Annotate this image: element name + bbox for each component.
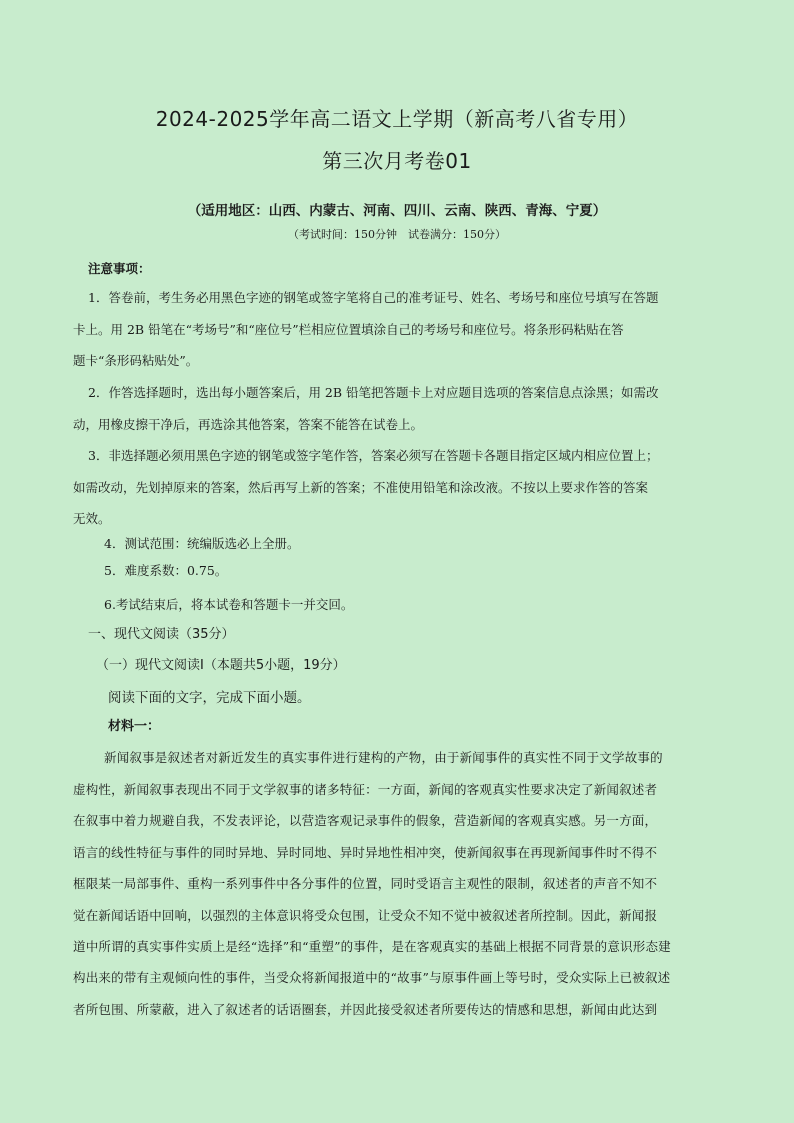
note-line: 题卡“条形码粘贴处”。 <box>73 353 199 368</box>
passage-line: 语言的线性特征与事件的同时异地、异时同地、异时异地性相冲突，使新闻叙事在再现新闻事件时不得不 <box>73 845 658 860</box>
note-line: 如需改动，先划掉原来的答案，然后再写上新的答案；不准使用铅笔和涂改液。不按以上要求作答的答案 <box>73 480 649 495</box>
passage-line: 道中所谓的真实事件实质上是经“选择”和“重塑”的事件，是在客观真实的基础上根据不同背景的意识形态建 <box>73 939 671 954</box>
exam-time-score: （考试时间：150分钟 试卷满分：150分） <box>288 228 506 241</box>
note-line: 3．非选择题必须用黑色字迹的钢笔或签字笔作答，答案必须写在答题卡各题目指定区域内相应位置上； <box>88 448 659 463</box>
notes-heading: 注意事项： <box>88 261 151 276</box>
passage-line: 框限某一局部事件、重构一系列事件中各分事件的位置，同时受语言主观性的限制，叙述者的声音不知不 <box>73 876 658 891</box>
note-line: 卡上。用 2B 铅笔在“考场号”和“座位号”栏相应位置填涂自己的考场号和座位号。将条形码粘贴在答 <box>73 322 624 337</box>
passage-line: 虚构性，新闻叙事表现出不同于文学叙事的诸多特征：一方面，新闻的客观真实性要求决定了新闻叙述者 <box>73 782 658 797</box>
exam-title-line1: 2024-2025学年高二语文上学期（新高考八省专用） <box>155 107 639 131</box>
exam-title-line2: 第三次月考卷01 <box>322 149 472 173</box>
note-line: 2．作答选择题时，选出每小题答案后，用 2B 铅笔把答题卡上对应题目选项的答案信息点涂黑；如需改 <box>88 385 659 400</box>
passage-line: 在叙事中着力规避自我，不发表评论，以营造客观记录事件的假象，营造新闻的客观真实感。另一方面， <box>73 813 658 828</box>
material-label: 材料一： <box>108 719 161 734</box>
note-line: 4．测试范围：统编版选必上全册。 <box>104 536 300 551</box>
note-line: 1．答卷前，考生务必用黑色字迹的钢笔或签字笔将自己的准考证号、姓名、考场号和座位号填写在答题 <box>88 290 659 305</box>
subsection-title: （一）现代文阅读Ⅰ（本题共5小题，19分） <box>96 658 346 673</box>
applicable-regions: （适用地区：山西、内蒙古、河南、四川、云南、陕西、青海、宁夏） <box>187 203 607 219</box>
note-line: 5．难度系数：0.75。 <box>104 563 228 578</box>
passage-line: 构出来的带有主观倾向性的事件，当受众将新闻报道中的“故事”与原事件画上等号时，受众实际上已被叙述 <box>73 970 671 985</box>
note-line: 6.考试结束后，将本试卷和答题卡一并交回。 <box>104 597 354 612</box>
section-title: 一、现代文阅读（35分） <box>88 627 235 642</box>
note-line: 动，用橡皮擦干净后，再选涂其他答案，答案不能答在试卷上。 <box>73 417 424 432</box>
passage-line: 者所包围、所蒙蔽，进入了叙述者的话语圈套，并因此接受叙述者所要传达的情感和思想，新闻由此达到 <box>73 1002 658 1017</box>
reading-instruction: 阅读下面的文字，完成下面小题。 <box>108 690 311 706</box>
passage-line: 新闻叙事是叙述者对新近发生的真实事件进行建构的产物，由于新闻事件的真实性不同于文学故事的 <box>104 750 663 765</box>
passage-line: 觉在新闻话语中回响，以强烈的主体意识将受众包围，让受众不知不觉中被叙述者所控制。因此，新闻报 <box>73 908 658 923</box>
note-line: 无效。 <box>73 511 111 526</box>
